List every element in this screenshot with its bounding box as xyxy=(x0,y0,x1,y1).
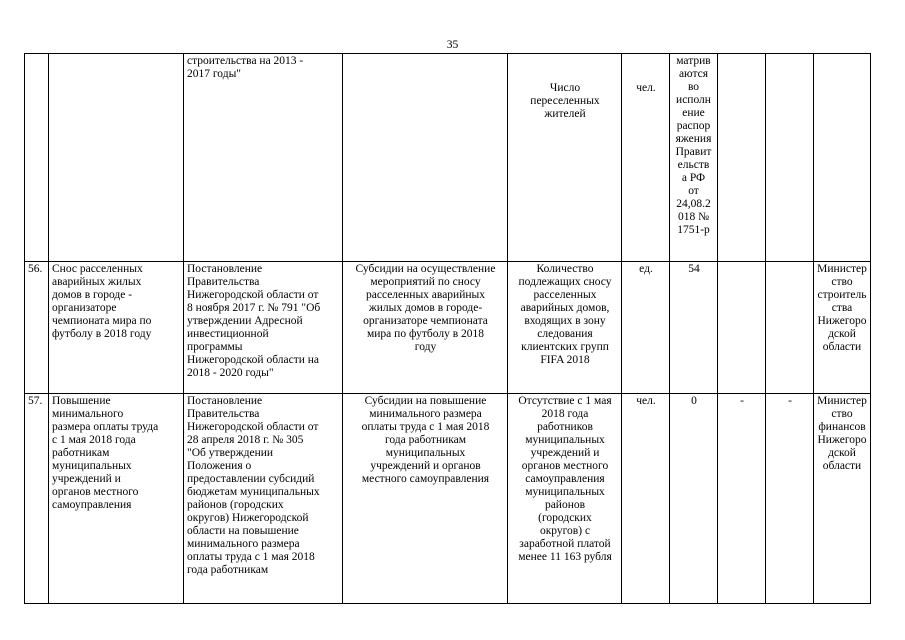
cell-num xyxy=(25,54,49,262)
cell-subsidy xyxy=(343,262,508,394)
cell-name xyxy=(49,54,184,262)
cell-unit: ед. xyxy=(622,262,670,394)
cell-doc xyxy=(184,394,343,604)
cell-subsidy xyxy=(343,54,508,262)
cell-v1 xyxy=(718,54,766,262)
cell-doc xyxy=(184,262,343,394)
cell-v1: - xyxy=(718,394,766,604)
cell-v2: - xyxy=(766,394,814,604)
cell-ministry xyxy=(814,54,871,262)
cell-name xyxy=(49,394,184,604)
cell-base xyxy=(670,54,718,262)
cell-v1 xyxy=(718,262,766,394)
ministry-text: Министер ство финансов Нижегоро дской области xyxy=(817,395,867,472)
cell-name xyxy=(49,262,184,394)
doc-text: Постановление Правительства Нижегородской области от 8 ноября 2017 г. № 791 "Об утверждении Адресной инвестиционной программы Нижегородской области на 2018 - 2020 годы" xyxy=(187,263,321,379)
cell-base: 0 xyxy=(670,394,718,604)
indicator-text: Количество подлежащих сносу расселенных аварийных домов, входящих в зону следования клиентских групп FIFA 2018 xyxy=(518,263,612,366)
cell-num: 57. xyxy=(25,394,49,604)
name-text: Повышение минимального размера оплаты труда с 1 мая 2018 года работникам муниципальных учреждений и органов местного самоуправления xyxy=(52,395,159,511)
subsidy-text: Субсидии на повышение минимального размера оплаты труда с 1 мая 2018 года работникам муниципальных учреждений и органов местного самоуправления xyxy=(361,395,490,485)
targets-table xyxy=(24,53,871,604)
cell-num: 56. xyxy=(25,262,49,394)
cell-subsidy xyxy=(343,394,508,604)
ministry-text: Министер ство строитель ства Нижегоро дской области xyxy=(817,263,867,353)
indicator-text: Отсутствие с 1 мая 2018 года работников муниципальных учреждений и органов местного самоуправления муниципальных районов (городских округов) с заработной платой менее 11 163 рубля xyxy=(518,395,612,563)
doc-text: Постановление Правительства Нижегородской области от 28 апреля 2018 г. № 305 "Об утверждении Положения о предоставлении субсидий бюджетам муниципальных районов (городских округов) Нижегородской области на повышение минимального размера оплаты труда с 1 мая 2018 года работникам xyxy=(187,395,320,576)
subsidy-text: Субсидии на осуществление мероприятий по сносу расселенных аварийных жилых домов в городе- организаторе чемпионата мира по футболу в 2018 году xyxy=(355,263,496,353)
cell-indicator xyxy=(508,54,622,262)
cell-ministry xyxy=(814,394,871,604)
cell-v2 xyxy=(766,54,814,262)
table-row xyxy=(25,54,871,262)
cell-indicator xyxy=(508,394,622,604)
cell-v2 xyxy=(766,262,814,394)
cell-doc xyxy=(184,54,343,262)
name-text: Снос расселенных аварийных жилых домов в городе - организаторе чемпионата мира по футболу в 2018 году xyxy=(52,263,152,340)
doc-text: строительства на 2013 - 2017 годы" xyxy=(187,55,304,80)
cell-base: 54 xyxy=(670,262,718,394)
table-row xyxy=(25,262,871,394)
cell-indicator xyxy=(508,262,622,394)
page-number: 35 xyxy=(446,39,459,51)
cell-ministry xyxy=(814,262,871,394)
base-text: матрив аются во исполн ение распор яжения Правит ельств а РФ от 24,08.2 018 № 1751-р xyxy=(675,55,712,236)
indicator-text: Число переселенных жителей xyxy=(530,82,600,120)
cell-unit xyxy=(622,54,670,262)
unit-text: чел. xyxy=(636,82,656,94)
cell-unit: чел. xyxy=(622,394,670,604)
table-row xyxy=(25,394,871,604)
